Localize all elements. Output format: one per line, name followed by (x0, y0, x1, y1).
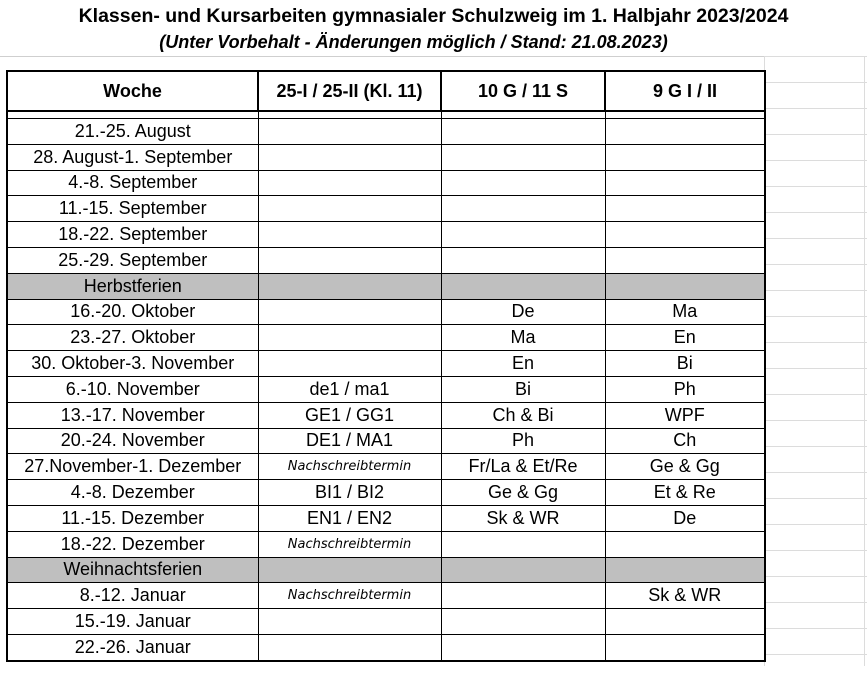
cell-woche[interactable]: 30. Oktober-3. November (7, 351, 258, 377)
spacer-cell (441, 111, 605, 119)
cell-woche[interactable]: 22.-26. Januar (7, 634, 258, 660)
table-row (7, 247, 765, 273)
table-row (7, 170, 765, 196)
cell-10g-11s[interactable] (441, 583, 605, 609)
cell-woche[interactable]: 4.-8. Dezember (7, 480, 258, 506)
spacer-cell (605, 111, 765, 119)
table-row (7, 531, 765, 557)
cell-kl11[interactable] (258, 634, 441, 660)
cell-woche[interactable]: Herbstferien (7, 273, 258, 299)
cell-10g-11s[interactable]: Bi (441, 376, 605, 402)
cell-kl11[interactable] (258, 170, 441, 196)
cell-10g-11s[interactable] (441, 557, 605, 583)
cell-woche[interactable]: 6.-10. November (7, 376, 258, 402)
header-10g-11s[interactable]: 10 G / 11 S (441, 71, 605, 111)
cell-kl11[interactable] (258, 273, 441, 299)
exam-schedule-table (6, 70, 766, 662)
cell-9g[interactable] (605, 247, 765, 273)
table-row (7, 402, 765, 428)
table-row (7, 119, 765, 145)
cell-kl11[interactable]: Nachschreibtermin (258, 531, 441, 557)
table-row (7, 505, 765, 531)
cell-9g[interactable]: Ph (605, 376, 765, 402)
cell-10g-11s[interactable] (441, 247, 605, 273)
cell-woche[interactable]: 23.-27. Oktober (7, 325, 258, 351)
cell-10g-11s[interactable] (441, 222, 605, 248)
cell-woche[interactable]: 4.-8. September (7, 170, 258, 196)
cell-10g-11s[interactable]: Fr/La & Et/Re (441, 454, 605, 480)
cell-10g-11s[interactable] (441, 119, 605, 145)
table-row (7, 376, 765, 402)
table-row (7, 196, 765, 222)
cell-10g-11s[interactable] (441, 531, 605, 557)
holiday-row (7, 273, 765, 299)
cell-kl11[interactable]: EN1 / EN2 (258, 505, 441, 531)
cell-9g[interactable] (605, 222, 765, 248)
holiday-row (7, 557, 765, 583)
cell-9g[interactable] (605, 557, 765, 583)
table-row (7, 222, 765, 248)
cell-kl11[interactable] (258, 299, 441, 325)
cell-9g[interactable]: Bi (605, 351, 765, 377)
table-row (7, 583, 765, 609)
cell-woche[interactable]: 20.-24. November (7, 428, 258, 454)
cell-9g[interactable] (605, 196, 765, 222)
cell-woche[interactable]: Weihnachtsferien (7, 557, 258, 583)
schedule-body (7, 111, 765, 661)
cell-kl11[interactable] (258, 557, 441, 583)
table-row (7, 144, 765, 170)
cell-10g-11s[interactable]: Ge & Gg (441, 480, 605, 506)
cell-9g[interactable] (605, 144, 765, 170)
table-row (7, 351, 765, 377)
cell-kl11[interactable] (258, 247, 441, 273)
cell-9g[interactable] (605, 531, 765, 557)
table-row (7, 428, 765, 454)
header-woche[interactable]: Woche (7, 71, 258, 111)
sheet-rule (0, 56, 867, 57)
cell-10g-11s[interactable]: En (441, 351, 605, 377)
cell-kl11[interactable] (258, 144, 441, 170)
cell-kl11[interactable]: Nachschreibtermin (258, 454, 441, 480)
table-row (7, 634, 765, 660)
cell-woche[interactable]: 18.-22. Dezember (7, 531, 258, 557)
spacer-row (7, 111, 765, 119)
cell-10g-11s[interactable]: Sk & WR (441, 505, 605, 531)
cell-10g-11s[interactable] (441, 170, 605, 196)
cell-10g-11s[interactable] (441, 634, 605, 660)
cell-kl11[interactable]: de1 / ma1 (258, 376, 441, 402)
cell-kl11[interactable]: BI1 / BI2 (258, 480, 441, 506)
cell-9g[interactable]: Ma (605, 299, 765, 325)
table-row (7, 454, 765, 480)
cell-kl11[interactable] (258, 119, 441, 145)
cell-woche[interactable]: 8.-12. Januar (7, 583, 258, 609)
header-row (7, 71, 765, 111)
cell-9g[interactable]: Ch (605, 428, 765, 454)
cell-woche[interactable]: 21.-25. August (7, 119, 258, 145)
table-row (7, 609, 765, 635)
cell-10g-11s[interactable]: Ma (441, 325, 605, 351)
cell-9g[interactable] (605, 634, 765, 660)
cell-10g-11s[interactable] (441, 609, 605, 635)
sheet-empty-cells (764, 56, 867, 666)
cell-10g-11s[interactable]: Ch & Bi (441, 402, 605, 428)
page-subtitle: (Unter Vorbehalt - Änderungen möglich / Stand: 21.08.2023) (159, 32, 668, 52)
cell-9g[interactable]: Ge & Gg (605, 454, 765, 480)
cell-9g[interactable] (605, 609, 765, 635)
cell-woche[interactable]: 15.-19. Januar (7, 609, 258, 635)
spacer-cell (258, 111, 441, 119)
cell-kl11[interactable] (258, 325, 441, 351)
cell-10g-11s[interactable] (441, 273, 605, 299)
cell-9g[interactable] (605, 273, 765, 299)
cell-10g-11s[interactable] (441, 144, 605, 170)
cell-9g[interactable] (605, 119, 765, 145)
cell-woche[interactable]: 27.November-1. Dezember (7, 454, 258, 480)
cell-9g[interactable] (605, 170, 765, 196)
cell-9g[interactable]: Sk & WR (605, 583, 765, 609)
cell-kl11[interactable] (258, 609, 441, 635)
cell-woche[interactable]: 11.-15. Dezember (7, 505, 258, 531)
cell-10g-11s[interactable]: Ph (441, 428, 605, 454)
cell-woche[interactable]: 16.-20. Oktober (7, 299, 258, 325)
cell-kl11[interactable] (258, 222, 441, 248)
table-row (7, 325, 765, 351)
cell-woche[interactable]: 13.-17. November (7, 402, 258, 428)
cell-9g[interactable]: De (605, 505, 765, 531)
table-row (7, 480, 765, 506)
cell-kl11[interactable]: DE1 / MA1 (258, 428, 441, 454)
cell-kl11[interactable] (258, 351, 441, 377)
cell-9g[interactable]: WPF (605, 402, 765, 428)
cell-woche[interactable]: 18.-22. September (7, 222, 258, 248)
page-title: Klassen- und Kursarbeiten gymnasialer Schulzweig im 1. Halbjahr 2023/2024 (78, 5, 789, 27)
table-row (7, 299, 765, 325)
cell-woche[interactable]: 25.-29. September (7, 247, 258, 273)
header-kl11[interactable]: 25-I / 25-II (Kl. 11) (258, 71, 441, 111)
cell-woche[interactable]: 11.-15. September (7, 196, 258, 222)
cell-9g[interactable]: En (605, 325, 765, 351)
cell-kl11[interactable] (258, 196, 441, 222)
cell-10g-11s[interactable]: De (441, 299, 605, 325)
cell-9g[interactable]: Et & Re (605, 480, 765, 506)
cell-kl11[interactable]: Nachschreibtermin (258, 583, 441, 609)
header-9g[interactable]: 9 G I / II (605, 71, 765, 111)
cell-woche[interactable]: 28. August-1. September (7, 144, 258, 170)
cell-kl11[interactable]: GE1 / GG1 (258, 402, 441, 428)
cell-10g-11s[interactable] (441, 196, 605, 222)
spacer-cell (7, 111, 258, 119)
